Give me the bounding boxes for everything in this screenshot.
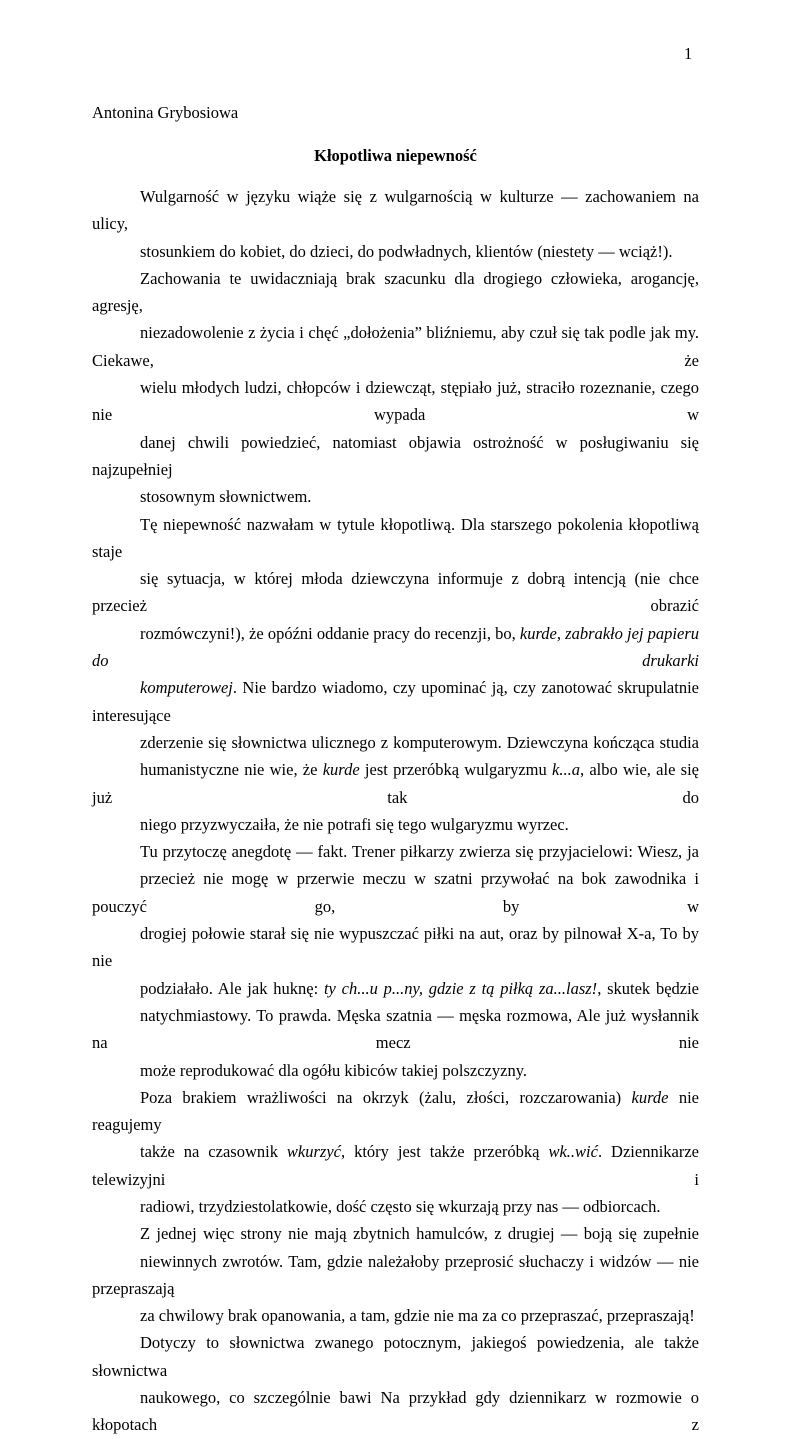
text-line (92, 1329, 699, 1384)
text-line (92, 265, 699, 320)
text-run: przecież nie mogę w przerwie meczu w szatni przywołać na bok zawodnika i pouczyć go, by w (92, 869, 699, 916)
text-line (92, 975, 699, 1002)
text-run: danej chwili powiedzieć, natomiast objawia ostrożność w posługiwaniu się najzupełniej (92, 432, 699, 479)
text-run: zderzenie się słownictwa ulicznego z komputerowym. Dziewczyna kończąca studia (140, 732, 699, 752)
text-run: może reprodukować dla ogółu kibiców takiej polszczyzny. (140, 1060, 528, 1080)
text-run: Dotyczy to słownictwa zwanego potocznym, jakiegoś powiedzenia, ale także słownictwa (92, 1333, 699, 1380)
paragraph (92, 511, 699, 839)
italic-text: kurde (631, 1087, 669, 1107)
text-line (92, 319, 699, 374)
text-run: niego przyzwyczaiła, że nie potrafi się tego wulgaryzmu wyrzec. (140, 814, 569, 834)
text-line (92, 1384, 699, 1439)
text-line (92, 838, 699, 865)
author-name: Antonina Grybosiowa (92, 103, 239, 122)
text-line (92, 1302, 699, 1329)
text-line (92, 1002, 699, 1057)
text-run: Tu przytoczę anegdotę — fakt. Trener piłkarzy zwierza się przyjacielowi: Wiesz, ja (140, 842, 699, 862)
italic-text: komputerowej (140, 678, 233, 698)
text-line (92, 565, 699, 620)
italic-text: wk..wić (548, 1142, 598, 1162)
text-run: . Nie bardzo wiadomo, czy upominać ją, czy zanotować skrupulatnie interesujące (92, 678, 699, 725)
text-run: za chwilowy brak opanowania, a tam, gdzie nie ma za co przepraszać, przepraszają! (140, 1306, 695, 1326)
text-run: Zachowania te uwidaczniają brak szacunku dla drogiego człowieka, arogancję, agresję, (92, 268, 699, 316)
text-run: humanistyczne nie wie, że (140, 760, 323, 780)
text-line (92, 920, 699, 975)
text-line (92, 756, 699, 811)
italic-text: wkurzyć (286, 1142, 341, 1162)
text-line (92, 674, 699, 729)
article-body (92, 183, 699, 1439)
text-run: rozmówczyni!), że opóźni oddanie pracy do recenzji, bo, (140, 623, 520, 643)
text-line (92, 620, 699, 675)
text-line (92, 511, 699, 566)
text-line (92, 1220, 699, 1247)
text-line (92, 1248, 699, 1303)
text-run: Poza brakiem wrażliwości na okrzyk (żalu, złości, rozczarowania) (140, 1087, 632, 1107)
paragraph (92, 1084, 699, 1220)
text-run: niewinnych zwrotów. Tam, gdzie należałoby przeprosić słuchaczy i widzów — nie przepraszają (92, 1251, 699, 1298)
paragraph (92, 1329, 699, 1438)
text-run: Tę niepewność nazwałam w tytule kłopotliwą. Dla starszego pokolenia kłopotliwą staje (92, 514, 699, 561)
text-run: Z jednej więc strony nie mają zbytnich hamulców, z drugiej — boją się zupełnie (140, 1224, 699, 1244)
text-run: naukowego, co szczególnie bawi Na przykład gdy dziennikarz w rozmowie o kłopotach z (92, 1388, 699, 1435)
italic-text: kurde, zabrakło jej papieru do drukarki (92, 623, 699, 671)
document-title: Kłopotliwa niepewność (314, 146, 477, 165)
text-line (92, 238, 699, 265)
italic-text: ty ch...u p...ny, gdzie z tą piłką za...lasz! (323, 978, 598, 998)
text-line (92, 865, 699, 920)
text-line (92, 1193, 699, 1220)
text-run: , skutek będzie (597, 978, 699, 998)
text-run: podziałało. Ale jak huknę: (140, 978, 324, 998)
text-line (92, 429, 699, 484)
page-number: 1 (684, 44, 693, 63)
paragraph (92, 265, 699, 511)
text-line (92, 483, 699, 510)
text-run: niezadowolenie z życia i chęć „dołożenia” bliźniemu, aby czuł się tak podle jak my. Ciekawe, że (92, 323, 699, 370)
text-run: drogiej połowie starał się nie wypuszczać piłki na aut, oraz by pilnował X-a, To by nie (92, 924, 699, 971)
text-run: radiowi, trzydziestolatkowie, dość często się wkurzają przy nas — odbiorcach. (140, 1196, 661, 1216)
text-line (92, 1057, 699, 1084)
text-line (92, 183, 699, 238)
italic-text: k...a (552, 760, 580, 780)
text-line (92, 1138, 699, 1193)
text-run: się sytuacja, w której młoda dziewczyna informuje z dobrą intencją (nie chce przecież obrazić (92, 569, 699, 616)
text-run: stosunkiem do kobiet, do dzieci, do podwładnych, klientów (niestety — wciąż!). (140, 241, 673, 261)
paragraph (92, 838, 699, 1084)
text-run: jest przeróbką wulgaryzmu (359, 760, 552, 780)
paragraph (92, 183, 699, 265)
text-line (92, 729, 699, 756)
text-line (92, 1084, 699, 1139)
text-run: nie reagujemy (92, 1087, 699, 1135)
text-run: , który jest także przeróbką (341, 1142, 549, 1162)
text-run: stosownym słownictwem. (140, 487, 312, 507)
text-run: Wulgarność w języku wiąże się z wulgarnością w kulturze — zachowaniem na ulicy, (92, 187, 699, 234)
text-run: wielu młodych ludzi, chłopców i dziewcząt, stępiało już, straciło rozeznanie, czego nie wypada w (92, 378, 699, 425)
text-run: natychmiastowy. To prawda. Męska szatnia — męska rozmowa, Ale już wysłannik na mecz nie (92, 1005, 699, 1053)
paragraph (92, 1220, 699, 1329)
italic-text: kurde (322, 760, 360, 780)
text-run: także na czasownik (140, 1142, 287, 1162)
text-line (92, 374, 699, 429)
text-run: . Dziennikarze telewizyjni i (92, 1142, 699, 1189)
text-line (92, 811, 699, 838)
text-run: , albo wie, ale się już tak do (92, 760, 699, 807)
